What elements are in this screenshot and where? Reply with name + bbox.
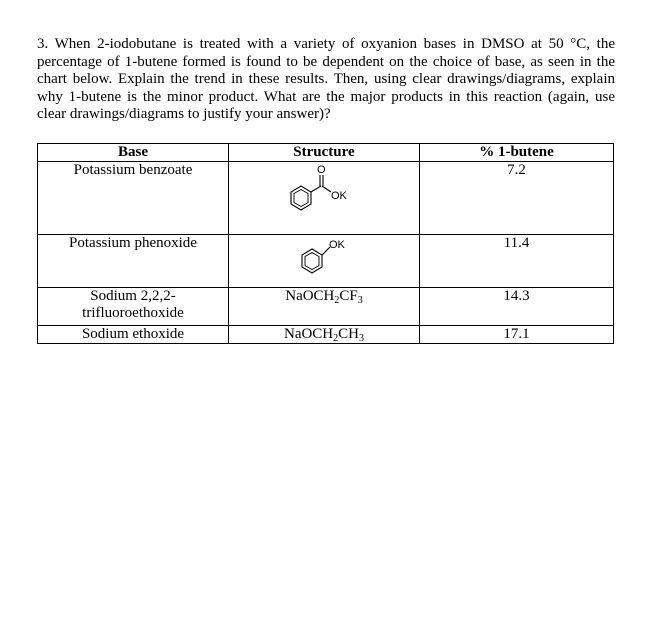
- header-structure: Structure: [229, 144, 420, 162]
- base-data-table: [37, 143, 614, 344]
- table-row: [38, 326, 614, 344]
- question-text: 3. When 2-iodobutane is treated with a variety of oxyanion bases in DMSO at 50 °C, the percentage of 1-butene formed is found to be dependent on the choice of base, as seen in the chart below. Explain the trend in these results. Then, using clear drawings/diagrams, explain why 1-butene is the minor product. What are the major products in this reaction (again, use clear drawings/diagrams to justify your answer)?: [37, 36, 615, 123]
- header-percent: % 1-butene: [420, 144, 614, 162]
- table-row: [38, 162, 614, 235]
- structure-cell: [229, 235, 420, 288]
- structure-cell: $NaOCH_2CF_3$: [229, 288, 420, 326]
- phenoxide-structure-icon: [284, 235, 364, 283]
- percent-cell: 7.2: [420, 162, 614, 235]
- structure-cell: $NaOCH_2CH_3$: [229, 326, 420, 344]
- percent-cell: 17.1: [420, 326, 614, 344]
- table-row: [38, 235, 614, 288]
- header-base: Base: [38, 144, 229, 162]
- base-cell: Potassium benzoate: [38, 162, 229, 235]
- structure-cell: [229, 162, 420, 235]
- table-header-row: [38, 144, 614, 162]
- svg-text:O: O: [317, 164, 326, 176]
- base-cell: Potassium phenoxide: [38, 235, 229, 288]
- phenoxide-ok-label: OK: [329, 239, 345, 251]
- benzoate-ok-label: OK: [331, 190, 347, 202]
- base-cell: Sodium 2,2,2-trifluoroethoxide: [38, 288, 229, 326]
- base-cell: Sodium ethoxide: [38, 326, 229, 344]
- percent-cell: 11.4: [420, 235, 614, 288]
- table-row: [38, 288, 614, 326]
- benzoate-structure-icon: [279, 162, 369, 218]
- percent-cell: 14.3: [420, 288, 614, 326]
